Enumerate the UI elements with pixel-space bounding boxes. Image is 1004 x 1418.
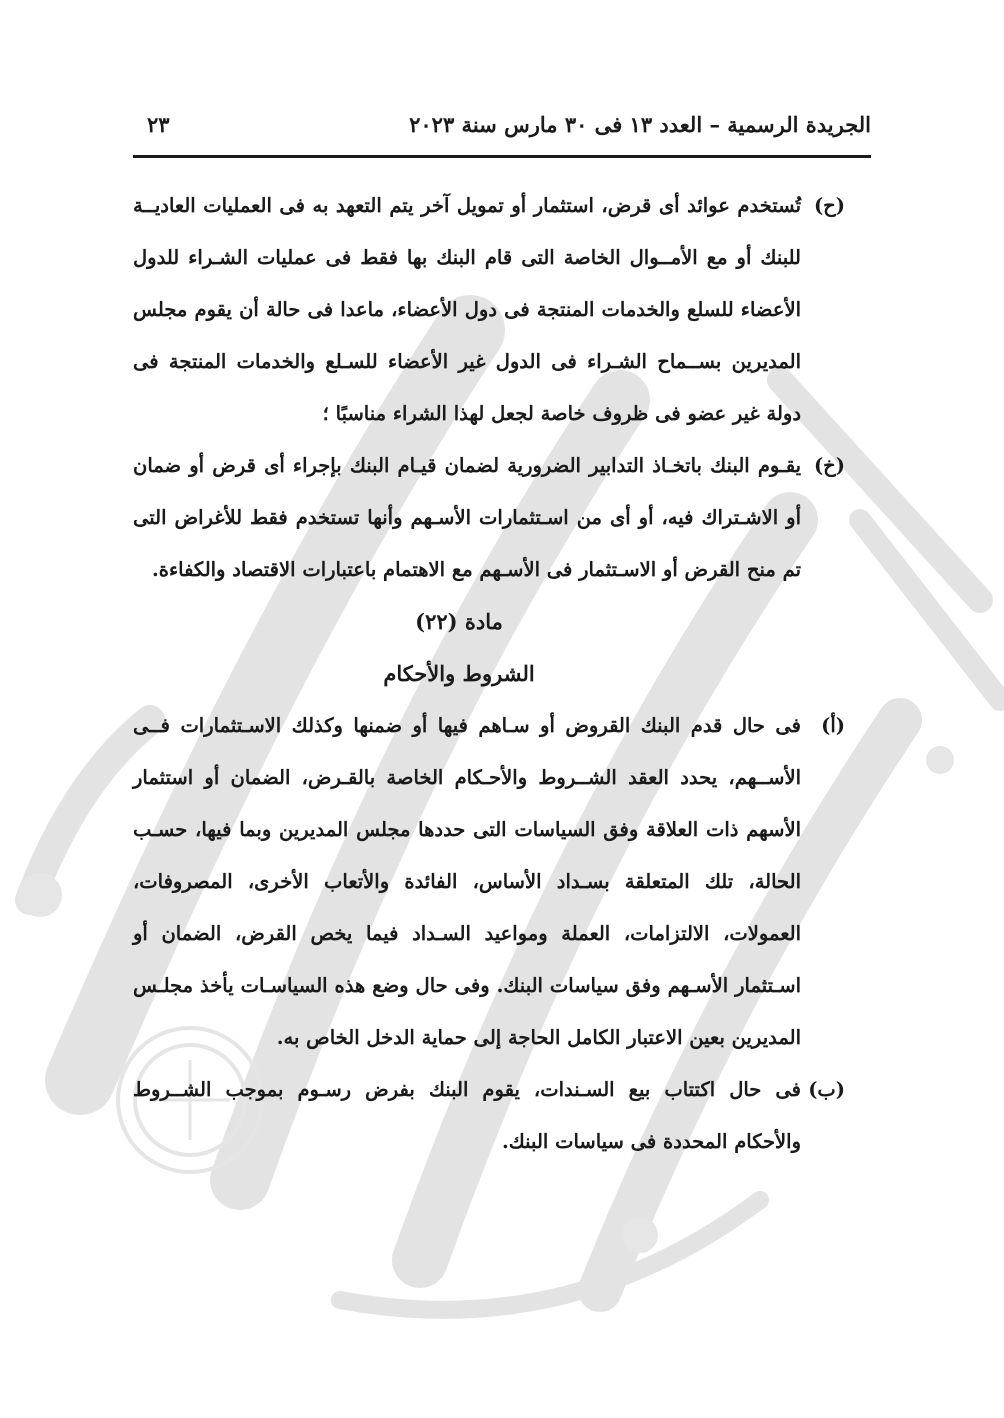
clause-label: (ب) [808, 1078, 845, 1101]
clause-label: (خ) [813, 454, 845, 477]
clause-text: تُستخدم عوائد أى قرض، استثمار أو تمويل آخر يتم التعهد به فى العمليات العاديــة للبنك أو مع الأمــوال الخاصة التى قام البنك بها فقط فى عمليات الشـراء للدول الأعضاء للسلع والخدمات المنتجة فى دول الأعضاء، ماعدا فى حالة أن يقوم مجلس المديرين بســماح الشـراء فى الدول غير الأعضاء للسـلع والخدمات المنتجة فى دولة غير عضو فى ظروف خاصة لجعل لهذا الشراء مناسبًا ؛ [133, 194, 801, 425]
clause-ha [133, 180, 845, 440]
clause-text: فى حال اكتتاب بيع السـندات، يقوم البنك بفرض رسـوم بموجب الشــروط والأحكام المحددة فى سياسات البنك. [133, 1078, 801, 1153]
clause-text: يقـوم البنك باتخـاذ التدابير الضرورية لضمان قيـام البنك بإجراء أى قرض أو ضمان أو الاشـتراك فيه، أو أى من اسـتثمارات الأسـهم وأنها تستخدم فقط للأغراض التى تم منح القرض أو الاسـتثمار فى الأسـهم مع الاهتمام باعتبارات الاقتصاد والكفاءة. [133, 454, 801, 581]
page-number: ٢٣ [147, 112, 170, 137]
clause-label: (أ) [821, 714, 845, 737]
header-divider [133, 155, 871, 158]
article-title: الشروط والأحكام [383, 661, 535, 686]
header-title: الجريدة الرسمية – العدد ١٣ فى ٣٠ مارس سنة ٢٠٢٣ [409, 112, 871, 137]
page-header [133, 112, 871, 156]
clause-alef [133, 700, 845, 1064]
article-number: مادة (٢٢) [415, 609, 503, 634]
clause-kha [133, 440, 845, 596]
clause-text: فى حال قدم البنك القروض أو سـاهم فيها أو ضمنها وكذلك الاسـتثمارات فــى الأســهم، يحدد العقد الشــروط والأحـكام الخاصة بالقـرض، الضمان أو استثمار الأسهم ذات العلاقة وفق السياسات التى حددها مجلس المديرين وبما فيها، حسـب الحالة، تلك المتعلقة بسـداد الأساس، الفائدة والأتعاب الأخرى، المصروفات، العمولات، الالتزامات، العملة ومواعيد السـداد فيما يخص القرض، الضمان أو اسـتثمار الأسـهم وفق سياسات البنك. وفى حال وضع هذه السياسـات يأخذ مجلـس المديرين بعين الاعتبار الكامل الحاجة إلى حماية الدخل الخاص به. [133, 714, 801, 1049]
clause-label: (ح) [813, 194, 845, 217]
clause-ba [133, 1064, 845, 1168]
page-body [133, 180, 845, 1168]
